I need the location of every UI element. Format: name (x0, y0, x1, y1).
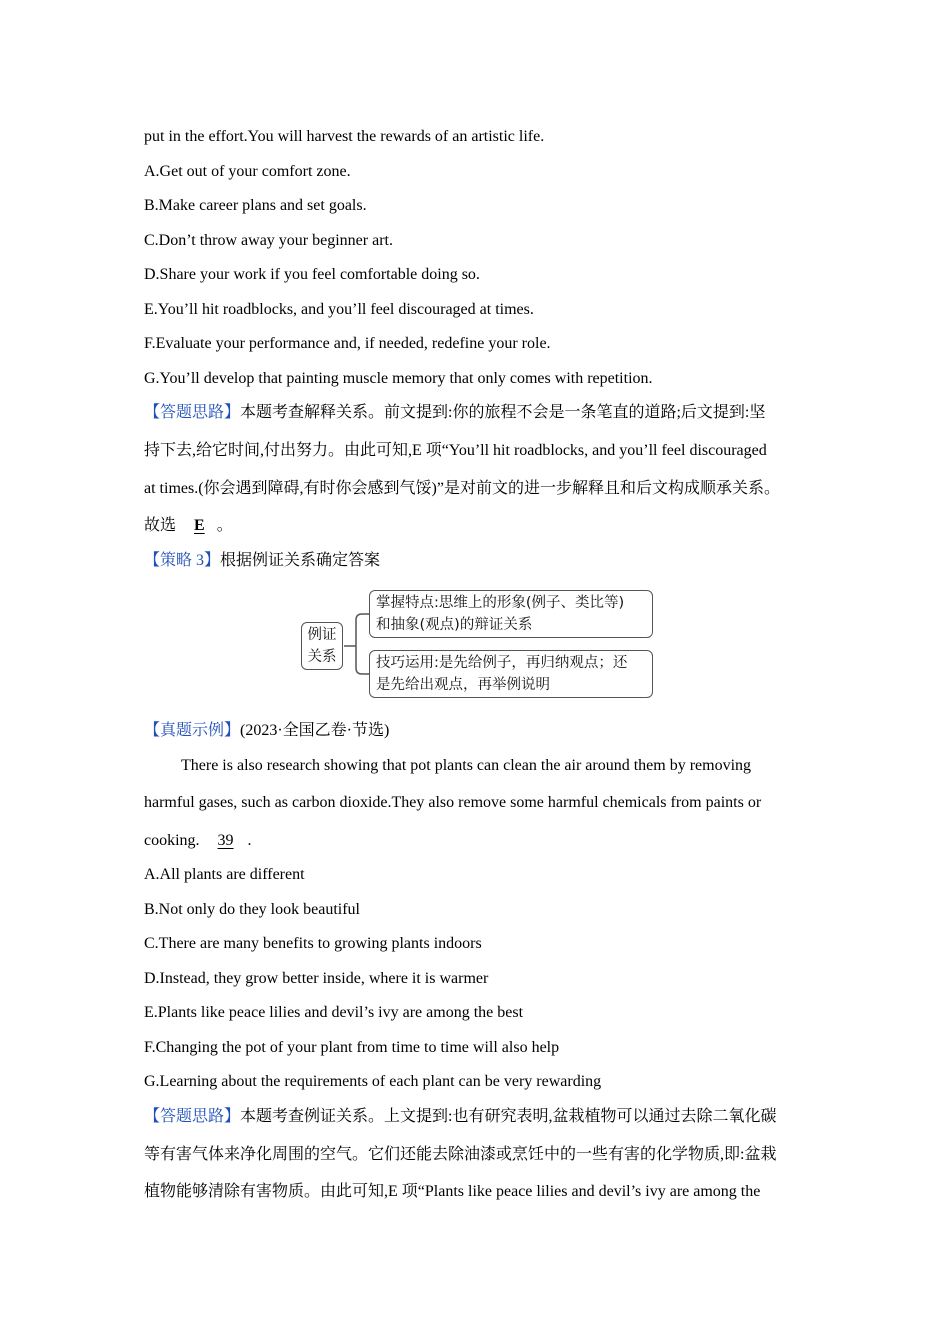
example-tag: 【真题示例】 (144, 722, 241, 739)
analysis-tag: 【答题思路】 (144, 404, 241, 421)
analysis-line: 【答题思路】本题考查解释关系。前文提到:你的旅程不会是一条笔直的道路;后文提到:坚 (144, 404, 766, 421)
analysis-tag: 【答题思路】 (144, 1108, 241, 1125)
strategy-tag: 【策略 3】 (144, 552, 221, 569)
diagram-main-box: 例证 关系 (301, 622, 343, 670)
passage-line: put in the effort.You will harvest the rewards of an artistic life. (144, 128, 545, 145)
option-g: G.Learning about the requirements of each plant can be very rewarding (144, 1073, 602, 1090)
option-g: G.You’ll develop that painting muscle memory that only comes with repetition. (144, 370, 653, 387)
option-c: C.Don’t throw away your beginner art. (144, 232, 393, 249)
option-c: C.There are many benefits to growing plants indoors (144, 935, 482, 952)
analysis-line: 植物能够清除有害物质。由此可知,E 项“Plants like peace lilies and devil’s ivy are among the (144, 1183, 761, 1200)
example-heading: 【真题示例】(2023·全国乙卷·节选) (144, 722, 390, 739)
analysis-line: 【答题思路】本题考查例证关系。上文提到:也有研究表明,盆栽植物可以通过去除二氧化碳 (144, 1108, 777, 1125)
analysis-line: at times.(你会遇到障碍,有时你会感到气馁)”是对前文的进一步解释且和后文构成顺承关系。 (144, 480, 780, 497)
passage-line: harmful gases, such as carbon dioxide.They also remove some harmful chemicals from paints or (144, 794, 762, 811)
strategy-heading: 【策略 3】根据例证关系确定答案 (144, 552, 381, 569)
option-d: D.Share your work if you feel comfortable doing so. (144, 266, 480, 283)
passage-line: cooking. 39 . (144, 832, 252, 849)
answer-blank: 39 (217, 832, 234, 849)
answer-line: 故选 E 。 (144, 517, 233, 534)
option-b: B.Make career plans and set goals. (144, 197, 367, 214)
option-f: F.Evaluate your performance and, if needed, redefine your role. (144, 335, 551, 352)
option-a: A.Get out of your comfort zone. (144, 163, 351, 180)
option-e: E.Plants like peace lilies and devil’s ivy are among the best (144, 1004, 524, 1021)
relation-diagram (300, 586, 660, 702)
analysis-line: 持下去,给它时间,付出努力。由此可知,E 项“You’ll hit roadblocks, and you’ll feel discouraged (144, 442, 767, 459)
analysis-line: 等有害气体来净化周围的空气。它们还能去除油漆或烹饪中的一些有害的化学物质,即:盆栽 (144, 1146, 777, 1163)
option-d: D.Instead, they grow better inside, where it is warmer (144, 970, 489, 987)
answer-blank: E (194, 517, 205, 534)
diagram-technique-box: 技巧运用:是先给例子，再归纳观点；还 是先给出观点，再举例说明 (369, 650, 653, 698)
option-a: A.All plants are different (144, 866, 305, 883)
option-f: F.Changing the pot of your plant from time to time will also help (144, 1039, 560, 1056)
option-b: B.Not only do they look beautiful (144, 901, 360, 918)
diagram-feature-box: 掌握特点:思维上的形象(例子、类比等) 和抽象(观点)的辩证关系 (369, 590, 653, 638)
option-e: E.You’ll hit roadblocks, and you’ll feel discouraged at times. (144, 301, 534, 318)
passage-line: There is also research showing that pot plants can clean the air around them by removing (181, 757, 752, 774)
